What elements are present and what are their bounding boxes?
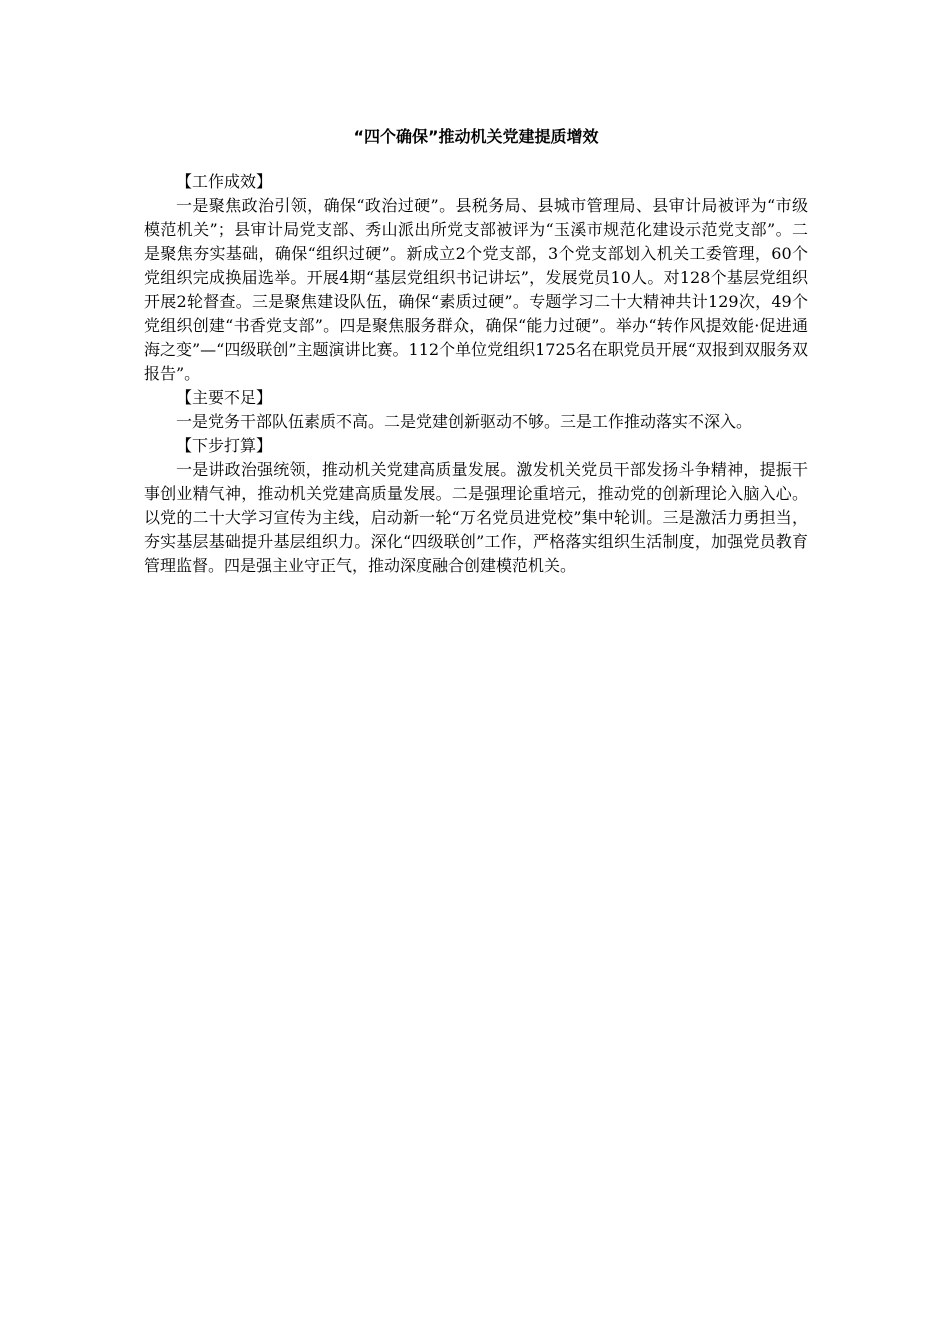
section-heading: 【主要不足】 (176, 388, 273, 407)
section-heading: 【下步打算】 (176, 436, 273, 455)
document-page (144, 124, 808, 578)
section-next-steps (144, 434, 808, 578)
section-paragraph: 一是聚焦政治引领，确保“政治过硬”。县税务局、县城市管理局、县审计局被评为“市级模范机关”；县审计局党支部、秀山派出所党支部被评为“玉溪市规范化建设示范党支部”。二是聚焦夯实基础，确保“组织过硬”。新成立2个党支部，3个党支部划入机关工委管理，60个党组织完成换届选举。开展4期“基层党组织书记讲坛”，发展党员10人。对128个基层党组织开展2轮督查。三是聚焦建设队伍，确保“素质过硬”。专题学习二十大精神共计129次，49个党组织创建“书香党支部”。四是聚焦服务群众，确保“能力过硬”。举办“转作风提效能·促进通海之变”—“四级联创”主题演讲比赛。112个单位党组织1725名在职党员开展“双报到双服务双报告”。 (144, 196, 808, 383)
document-title: “四个确保”推动机关党建提质增效 (353, 127, 599, 146)
section-paragraph: 一是党务干部队伍素质不高。二是党建创新驱动不够。三是工作推动落实不深入。 (176, 412, 753, 431)
section-main-shortcomings (144, 386, 808, 434)
section-heading: 【工作成效】 (176, 172, 273, 191)
section-paragraph: 一是讲政治强统领，推动机关党建高质量发展。激发机关党员干部发扬斗争精神，提振干事创业精气神，推动机关党建高质量发展。二是强理论重培元，推动党的创新理论入脑入心。以党的二十大学习宣传为主线，启动新一轮“万名党员进党校”集中轮训。三是激活力勇担当，夯实基层基础提升基层组织力。深化“四级联创”工作，严格落实组织生活制度，加强党员教育管理监督。四是强主业守正气，推动深度融合创建模范机关。 (144, 460, 808, 575)
section-work-results (144, 170, 808, 386)
